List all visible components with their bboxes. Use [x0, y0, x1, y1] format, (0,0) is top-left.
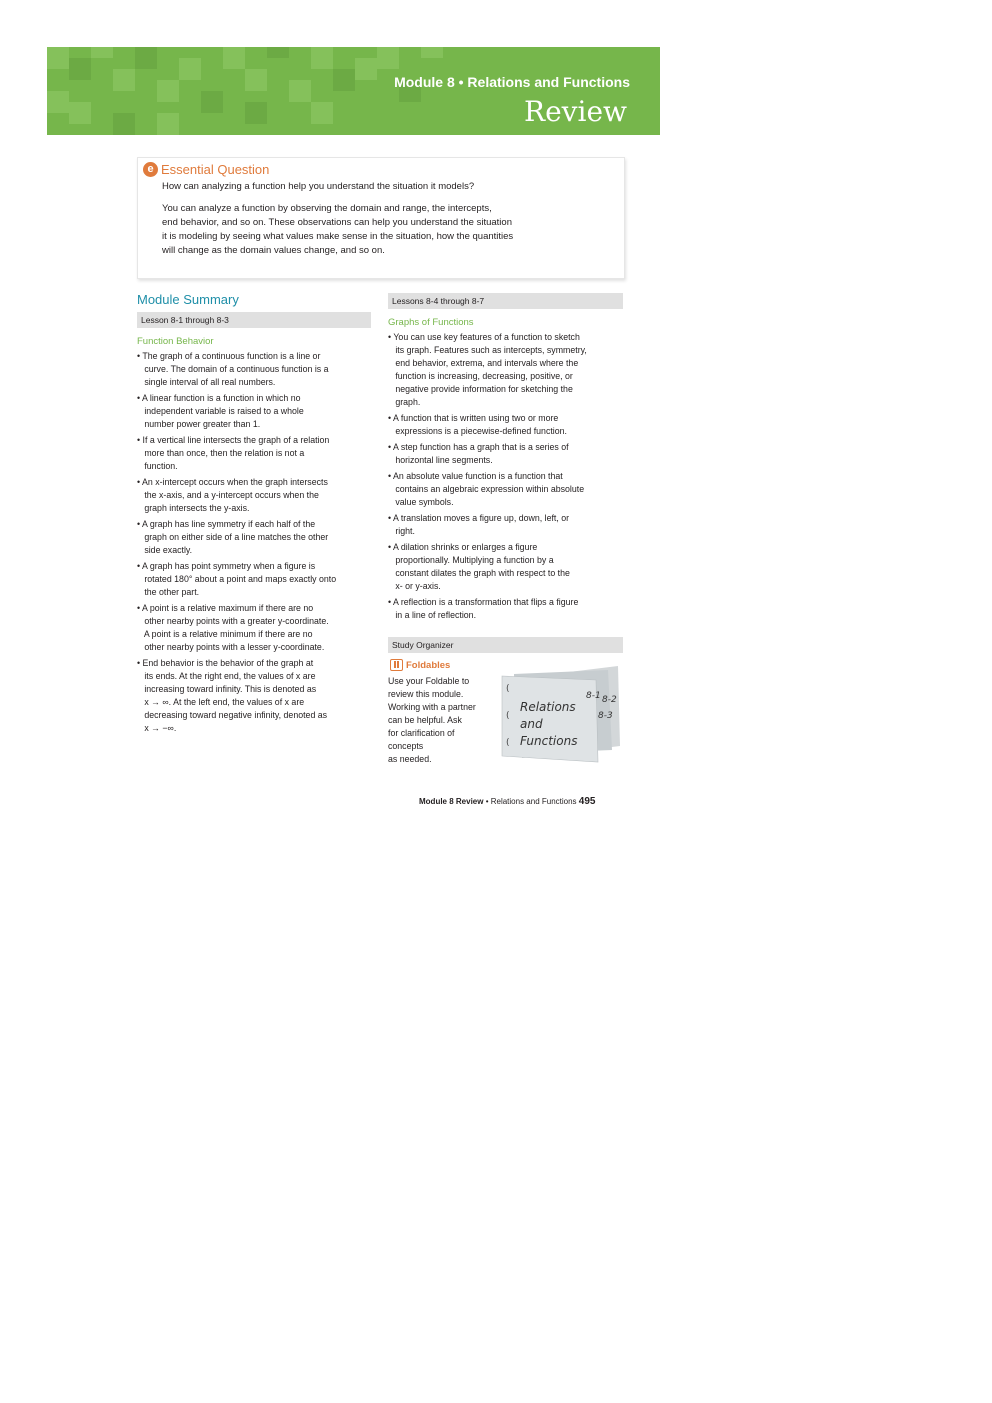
cover-text: Relations [520, 700, 576, 714]
list-item: • The graph of a continuous function is a line or curve. The domain of a continuous function is a single interval of all real numbers. [137, 351, 329, 387]
pattern-square [69, 102, 91, 124]
section-heading: Graphs of Functions [388, 317, 474, 328]
foldable-illustration [500, 658, 625, 763]
essential-question-box [137, 157, 625, 279]
essential-question-text: How can analyzing a function help you understand the situation it models? [162, 181, 475, 192]
pattern-square [245, 69, 267, 91]
essential-question-title: Essential Question [161, 162, 270, 177]
study-organizer-bar: Study Organizer [388, 637, 623, 653]
pattern-square [157, 113, 179, 135]
module-line: Module 8 • Relations and Functions [394, 74, 630, 90]
pattern-square [377, 47, 399, 69]
summary-right-column [388, 293, 623, 783]
tab-label: 8-1 [586, 691, 601, 701]
cover-text: and [520, 717, 543, 731]
list-item: • A linear function is a function in which no independent variable is raised to a whole number power greater than 1. [137, 393, 304, 429]
list-item: • A dilation shrinks or enlarges a figure proportionally. Multiplying a function by a constant dilates the graph with respect to the x- or y-axis. [388, 542, 570, 591]
list-item: • A graph has line symmetry if each half of the graph on either side of a line matches the other side exactly. [137, 519, 329, 555]
footer-text: Relations and Functions [490, 797, 579, 806]
list-item: • You can use key features of a function to sketch its graph. Features such as intercepts, symmetry, end behavior, extrema, and intervals where the function is increasing, decreasing, positive, or negative provide information for sketching the graph. [388, 332, 587, 407]
cover-text: Functions [520, 734, 578, 748]
list-item: • A translation moves a figure up, down, left, or right. [388, 513, 570, 536]
pattern-square [311, 47, 333, 69]
binder-ring: ( [506, 711, 510, 721]
list-item: • A function that is written using two or more expressions is a piecewise-defined function. [388, 413, 567, 436]
foldables-text: Use your Foldable to review this module. Working with a partner can be helpful. Ask for clarification of concepts as needed. [388, 676, 476, 764]
pattern-square [421, 47, 443, 58]
list-item: • If a vertical line intersects the graph of a relation more than once, then the relation is not a function. [137, 435, 330, 471]
pattern-square [179, 58, 201, 80]
pattern-square [333, 69, 355, 91]
essential-question-answer: You can analyze a function by observing the domain and range, the intercepts, end behavior, and so on. These observations can help you understand the situation it is modeling by seeing what values make sense in the situation, how the quantities will change as the domain values change, and so on. [162, 203, 514, 256]
foldables-section [388, 653, 623, 783]
page-title: Review [524, 95, 627, 128]
lesson-bar: Lesson 8-1 through 8-3 [137, 312, 371, 328]
footer-module: Module 8 Review [419, 797, 484, 806]
binder-ring: ( [506, 738, 510, 748]
bullet-list [137, 350, 371, 735]
module-summary-title: Module Summary [137, 292, 239, 307]
pattern-square [223, 47, 245, 69]
pattern-square [113, 113, 135, 135]
pattern-square [201, 91, 223, 113]
list-item: • A reflection is a transformation that flips a figure in a line of reflection. [388, 597, 579, 620]
pattern-square [91, 47, 113, 58]
binder-ring: ( [506, 684, 510, 694]
list-item: • End behavior is the behavior of the graph at its ends. At the right end, the values of x are increasing toward infinity. This is denoted as x → ∞. At the left end, the values of x are decreasing toward negative infinity, denoted as x → −∞. [137, 658, 328, 733]
pattern-square [355, 58, 377, 80]
pattern-square [113, 69, 135, 91]
pattern-square [289, 80, 311, 102]
page-footer [419, 796, 595, 807]
list-item: • An absolute value function is a function that contains an algebraic expression within absolute value symbols. [388, 471, 585, 507]
page-number: 495 [578, 796, 596, 807]
pattern-square [245, 102, 267, 124]
foldable-book-icon [390, 659, 403, 671]
header-banner [47, 47, 660, 135]
list-item: • An x-intercept occurs when the graph intersects the x-axis, and a y-intercept occurs when the graph intersects the y-axis. [137, 477, 328, 513]
bullet-list [388, 331, 623, 622]
pattern-square [311, 102, 333, 124]
pattern-square [157, 80, 179, 102]
e-letter-icon: e [143, 162, 158, 177]
list-item: • A step function has a graph that is a series of horizontal line segments. [388, 442, 569, 465]
foldables-label: Foldables [406, 660, 451, 671]
footer-separator: • [483, 797, 491, 806]
summary-left-column [137, 292, 371, 738]
section-heading: Function Behavior [137, 336, 214, 347]
lesson-bar: Lessons 8-4 through 8-7 [388, 293, 623, 309]
list-item: • A graph has point symmetry when a figure is rotated 180° about a point and maps exactly onto the other part. [137, 561, 337, 597]
tab-label: 8-2 [602, 695, 617, 705]
foldable-cover [502, 676, 598, 762]
pattern-square [69, 58, 91, 80]
pattern-square [267, 47, 289, 58]
pattern-square [135, 47, 157, 69]
list-item: • A point is a relative maximum if there are no other nearby points with a greater y-coordinate. A point is a relative minimum if there are no other nearby points with a lesser y-coordinate. [137, 603, 329, 652]
pattern-square [47, 91, 69, 113]
tab-label: 8-3 [598, 711, 613, 721]
pattern-square [47, 47, 69, 69]
